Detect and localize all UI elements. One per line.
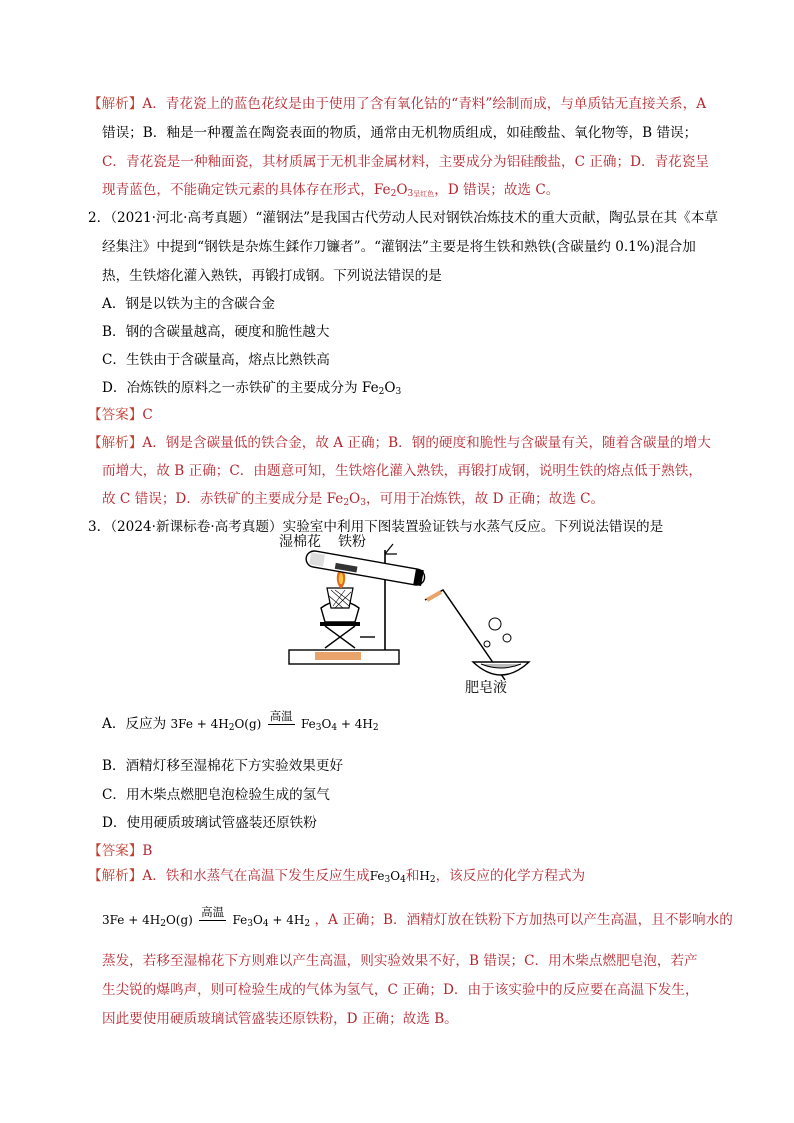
analysis-line: 生尖锐的爆鸣声，则可检验生成的气体为氢气，C 正确；D．由于该实验中的反应要在高温下发生， — [102, 982, 699, 998]
option-a: A．反应为 $3Fe + 4H_2O(g)$ 高温 $Fe_3O_4 + 4H_2$ — [102, 709, 379, 733]
label-soap-solution: 肥皂液 — [465, 680, 507, 696]
analysis-tag: 【解析】 — [88, 96, 143, 112]
apparatus-figure — [265, 530, 565, 700]
label-iron-powder: 铁粉 — [338, 534, 366, 550]
analysis-line: $3Fe + 4H_2O(g)$ 高温 $Fe_3O_4 + 4H_2$ ，A 正确；B．酒精灯放在铁粉下方加热可以产生高温，且不影响水的 — [102, 905, 733, 929]
analysis-line: C．青花瓷是一种釉面瓷，其材质属于无机非金属材料，主要成分为铝硅酸盐，C 正确；D．青花瓷呈 — [102, 154, 709, 170]
option-b: B．钢的含碳量越高，硬度和脆性越大 — [102, 324, 330, 340]
analysis-line: 而增大，故 B 正确；C．由题意可知，生铁熔化灌入熟铁，再锻打成钢，说明生铁的熔点低于熟铁， — [102, 463, 702, 479]
option-b: B．酒精灯移至湿棉花下方实验效果更好 — [102, 758, 344, 774]
option-c: C．生铁由于含碳量高，熔点比熟铁高 — [102, 352, 330, 368]
question-3-stem: 3．（2024·新课标卷·高考真题）实验室中利用下图装置验证铁与水蒸气反应。下列说法错误的是 — [88, 519, 664, 535]
question-2-stem: 经集注》中提到“钢铁是杂炼生鍒作刀镰者”。“灌钢法”主要是将生铁和熟铁(含碳量约 0.1%)混合加 — [102, 239, 696, 255]
option-a: A．钢是以铁为主的含碳合金 — [102, 296, 275, 312]
question-2-stem: 热，生铁熔化灌入熟铁，再锻打成钢。下列说法错误的是 — [102, 268, 442, 284]
analysis-line: 故 C 错误；D．赤铁矿的主要成分是 $Fe_2O_3$，可用于冶炼铁，故 D 正确；故选 C。 — [102, 491, 605, 508]
option-c: C．用木柴点燃肥皂泡检验生成的氢气 — [102, 787, 330, 803]
question-2-stem: 2．（2021·河北·高考真题）“灌钢法”是我国古代劳动人民对钢铁冶炼技术的重大贡献，陶弘景在其《本草 — [88, 210, 718, 226]
analysis-line: 【解析】A．钢是含碳量低的铁合金，故 A 正确；B．钢的硬度和脆性与含碳量有关，随着含碳量的增大 — [88, 435, 711, 451]
analysis-line: 【解析】A．青花瓷上的蓝色花纹是由于使用了含有氧化钴的“青料”绘制而成，与单质钴无直接关系，A — [88, 96, 707, 112]
answer-line: 【答案】B — [88, 843, 153, 859]
label-wet-cotton: 湿棉花 — [279, 534, 321, 550]
analysis-line: 现青蓝色，不能确定铁元素的具体存在形式，$Fe_2O_3$呈红色，D 错误；故选 C。 — [102, 182, 560, 199]
analysis-line: 蒸发，若移至湿棉花下方则难以产生高温，则实验效果不好，B 错误；C．用木柴点燃肥皂泡，若产 — [102, 953, 698, 969]
analysis-line: 错误；B．釉是一种覆盖在陶瓷表面的物质，通常由无机物质组成，如硅酸盐、氧化物等，B 错误； — [102, 125, 698, 141]
option-d: D．使用硬质玻璃试管盛装还原铁粉 — [102, 815, 317, 831]
analysis-line: 因此要使用硬质玻璃试管盛装还原铁粉，D 正确；故选 B。 — [102, 1011, 458, 1027]
option-d: D．冶炼铁的原料之一赤铁矿的主要成分为 $Fe_2O_3$ — [102, 380, 402, 397]
answer-line: 【答案】C — [88, 407, 153, 423]
analysis-line: 【解析】A．铁和水蒸气在高温下发生反应生成$Fe_3O_4$和$H_2$，该反应的化学方程式为 — [88, 868, 586, 885]
